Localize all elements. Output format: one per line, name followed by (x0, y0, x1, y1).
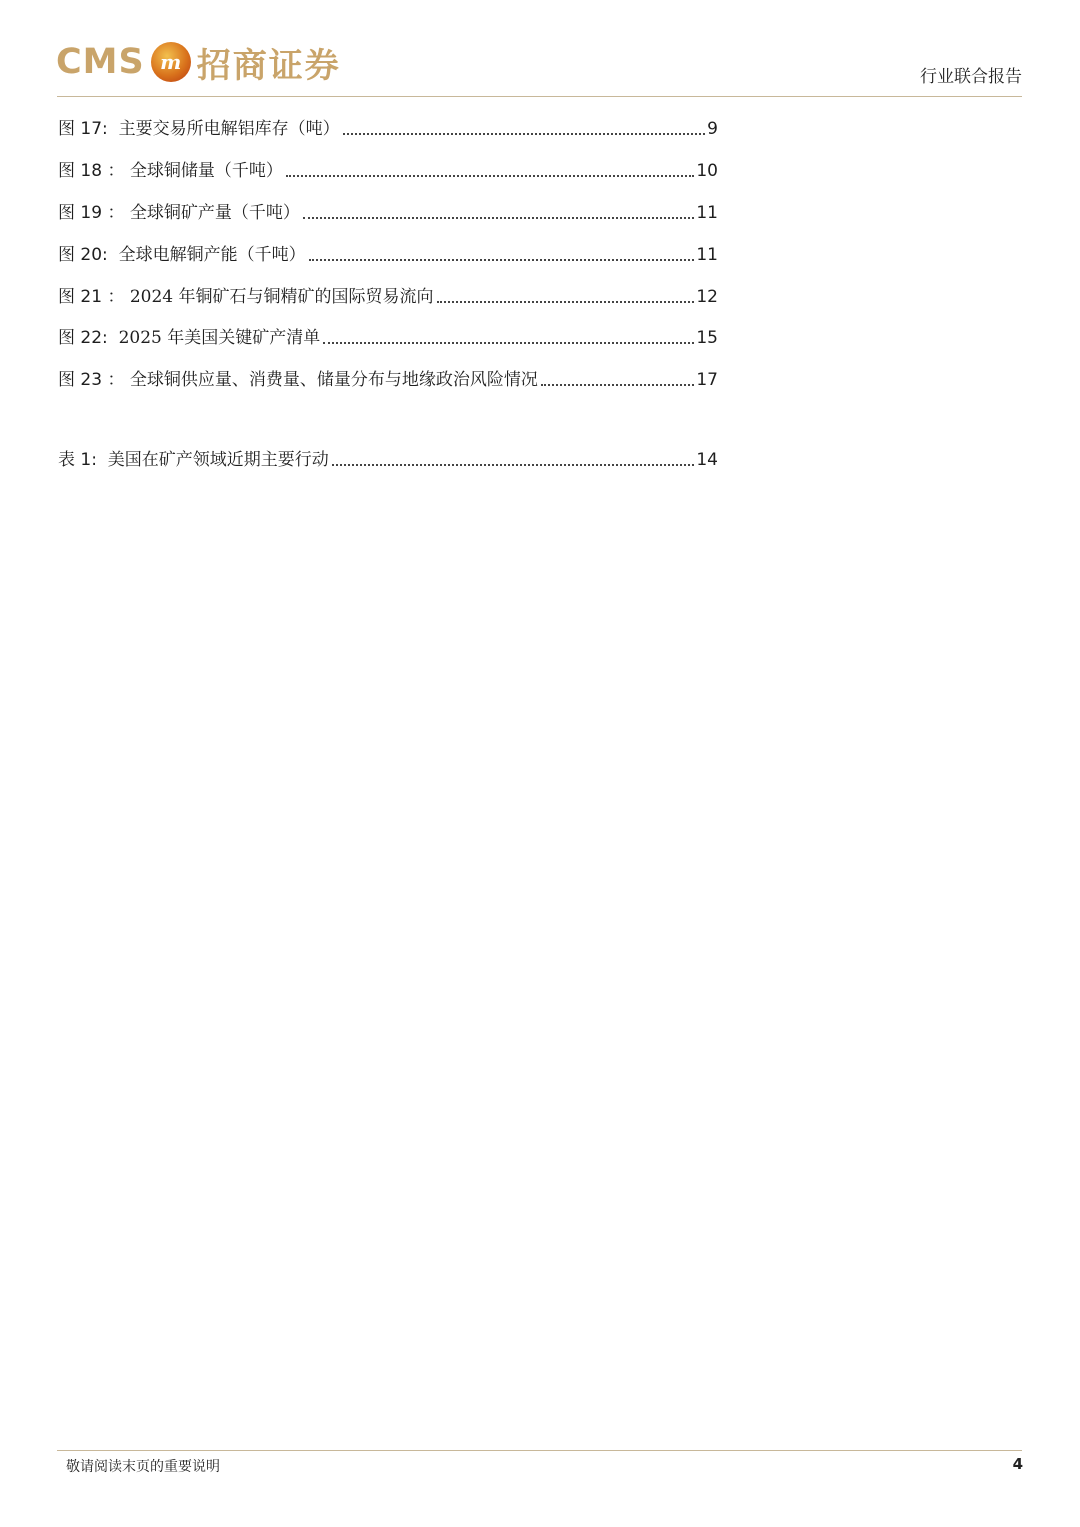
toc-entry-title: 全球铜矿产量（千吨） (129, 203, 300, 223)
toc-entry-title: 全球铜储量（千吨） (129, 161, 283, 181)
toc-entry-label: 图 20: (58, 245, 108, 265)
toc-entry-page: 14 (696, 450, 718, 470)
toc-entry-table-1[interactable] (58, 448, 718, 472)
toc-entry-figure-23[interactable] (58, 368, 718, 392)
toc-entry-title: 2025 年美国关键矿产清单 (118, 328, 321, 348)
toc-entry-page: 15 (696, 328, 718, 348)
company-logo (56, 38, 341, 86)
toc-entry-title: 全球电解铜产能（千吨） (118, 245, 306, 265)
toc-dot-leader (309, 258, 695, 261)
page-number: 4 (1012, 1455, 1023, 1473)
toc-dot-leader (437, 300, 695, 303)
toc-entry-label: 图 17: (58, 119, 108, 139)
toc-entry-page: 17 (696, 370, 718, 390)
toc-dot-leader (541, 383, 695, 386)
toc-entry-label: 图 21 ： (58, 287, 125, 307)
toc-dot-leader (332, 463, 695, 466)
logo-chinese-text: 招商证券 (196, 45, 341, 86)
toc-entry-title: 全球铜供应量、消费量、储量分布与地缘政治风险情况 (129, 370, 538, 390)
toc-entry-label: 图 18 ： (58, 161, 125, 181)
toc-entry-page: 11 (696, 245, 718, 265)
page-header (0, 0, 1080, 100)
toc-entry-label: 图 23 ： (58, 370, 125, 390)
toc-entry-figure-19[interactable] (58, 201, 718, 225)
footer-divider (57, 1450, 1022, 1451)
toc-entry-figure-17[interactable] (58, 117, 718, 141)
toc-dot-leader (303, 216, 695, 219)
toc-entry-label: 图 22: (58, 328, 108, 348)
toc-entry-title: 主要交易所电解铝库存（吨） (118, 119, 340, 139)
report-type: 行业联合报告 (920, 67, 1022, 87)
toc-entry-figure-20[interactable] (58, 243, 718, 267)
header-divider (57, 96, 1022, 97)
toc-entry-title: 2024 年铜矿石与铜精矿的国际贸易流向 (129, 287, 434, 307)
toc-entry-label: 表 1: (58, 450, 97, 470)
toc-entry-figure-18[interactable] (58, 159, 718, 183)
toc-entry-page: 11 (696, 203, 718, 223)
toc-entry-page: 12 (696, 287, 718, 307)
toc-entry-figure-22[interactable] (58, 326, 718, 350)
toc-dot-leader (323, 341, 694, 344)
toc-entry-page: 10 (696, 161, 718, 181)
disclaimer-note: 敬请阅读末页的重要说明 (66, 1459, 220, 1475)
toc-entry-page: 9 (707, 119, 718, 139)
toc-entry-figure-21[interactable] (58, 285, 718, 309)
logo-badge-icon: m (151, 42, 191, 82)
logo-latin-text: CMS (56, 42, 145, 82)
toc-dot-leader (343, 132, 706, 135)
toc-dot-leader (286, 174, 695, 177)
toc-entry-label: 图 19 ： (58, 203, 125, 223)
toc-entry-title: 美国在矿产领域近期主要行动 (107, 450, 329, 470)
